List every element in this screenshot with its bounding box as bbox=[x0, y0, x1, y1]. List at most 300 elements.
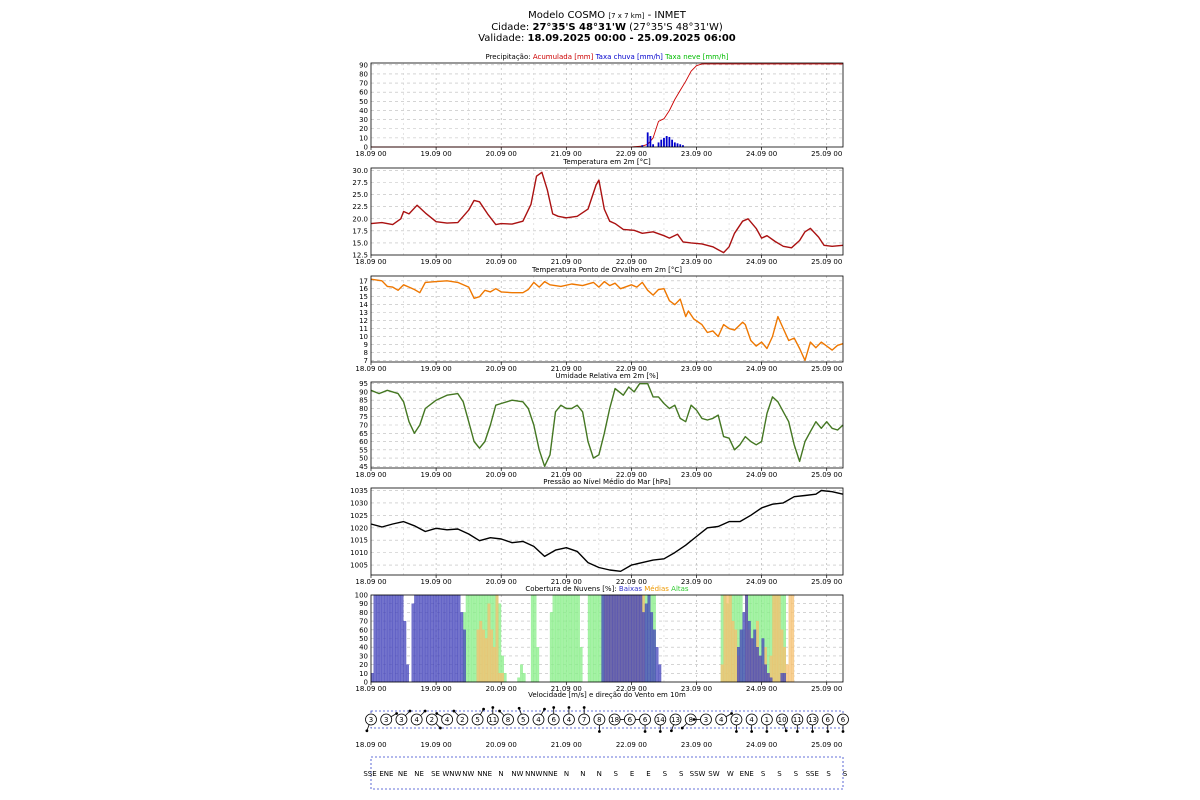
panel-precip bbox=[355, 53, 843, 158]
rain-rate-bar bbox=[666, 136, 668, 147]
cloud-bar-médias bbox=[488, 604, 491, 682]
cloud-bar-baixas bbox=[433, 595, 436, 682]
wind-marker bbox=[452, 710, 467, 725]
cloud-bar-altas bbox=[591, 595, 594, 682]
title-part: Temperatura Ponto de Orvalho em 2m [°C] bbox=[531, 266, 683, 274]
wind-arrow-head-icon bbox=[568, 706, 571, 709]
wind-arrow-head-icon bbox=[681, 727, 684, 730]
cloud-bar-baixas bbox=[458, 595, 461, 682]
wind-marker bbox=[777, 714, 788, 732]
cloud-bar-baixas bbox=[447, 595, 450, 682]
x-tick-label: 18.09 00 bbox=[355, 365, 387, 373]
title-part: Taxa chuva [mm/h] bbox=[595, 53, 666, 61]
wind-direction-label: NE bbox=[397, 770, 408, 778]
cloud-bar-baixas bbox=[428, 595, 431, 682]
wind-arrow-head-icon bbox=[482, 708, 485, 711]
cloud-bar-médias bbox=[732, 621, 735, 682]
wind-arrow-head-icon bbox=[826, 730, 829, 733]
wind-marker bbox=[681, 714, 696, 729]
cloud-bar-baixas bbox=[420, 595, 423, 682]
title-part: Temperatura em 2m [°C] bbox=[563, 158, 651, 166]
wind-date-label: 20.09 00 bbox=[485, 741, 517, 749]
cloud-bar-baixas bbox=[395, 595, 398, 682]
y-tick-label: 65 bbox=[359, 429, 368, 438]
wind-speed-label: 13 bbox=[808, 716, 818, 724]
city-coords-secondary: (27°35'S 48°31'W) bbox=[626, 22, 723, 33]
x-tick-label: 22.09 00 bbox=[615, 685, 647, 693]
wind-speed-label: 4 bbox=[444, 716, 450, 724]
x-tick-label: 24.09 00 bbox=[746, 685, 778, 693]
wind-arrow-head-icon bbox=[750, 730, 753, 733]
wind-date-label: 24.09 00 bbox=[746, 741, 778, 749]
wind-speed-label: 3 bbox=[383, 716, 389, 724]
y-tick-label: 50 bbox=[359, 635, 368, 643]
wind-speed-label: 2 bbox=[460, 716, 465, 724]
rain-rate-bar bbox=[668, 137, 670, 147]
wind-speed-label: 4 bbox=[718, 716, 724, 724]
wind-speed-label: 5 bbox=[475, 716, 480, 724]
wind-date-label: 19.09 00 bbox=[420, 741, 452, 749]
cloud-bar-baixas bbox=[637, 595, 640, 682]
wind-speed-label: 3 bbox=[399, 716, 404, 724]
x-tick-label: 25.09 00 bbox=[811, 578, 843, 586]
y-tick-label: 1030 bbox=[350, 499, 368, 508]
cloud-bar-altas bbox=[569, 595, 572, 682]
title-part: Umidade Relativa em 2m [%] bbox=[555, 372, 659, 380]
wind-marker bbox=[498, 710, 513, 725]
y-tick-label: 13 bbox=[359, 309, 368, 318]
y-tick-label: 30 bbox=[359, 652, 368, 661]
wind-marker bbox=[761, 714, 772, 733]
wind-arrow-head-icon bbox=[785, 729, 788, 732]
y-tick-label: 60 bbox=[359, 438, 368, 447]
cloud-bar-altas bbox=[599, 595, 602, 682]
cloud-bar-baixas bbox=[463, 630, 466, 682]
wind-marker bbox=[411, 710, 426, 725]
cloud-bar-altas bbox=[504, 673, 507, 682]
cloud-bar-altas bbox=[474, 595, 477, 682]
cloud-bar-médias bbox=[496, 595, 499, 682]
cloud-bar-baixas bbox=[385, 595, 388, 682]
cloud-bar-altas bbox=[574, 595, 577, 682]
cloud-bar-baixas bbox=[740, 630, 743, 682]
cloud-bar-altas bbox=[466, 595, 469, 682]
panel-title bbox=[543, 478, 671, 486]
y-tick-label: 45 bbox=[359, 462, 368, 471]
wind-arrow-head-icon bbox=[644, 730, 647, 733]
cloud-bar-baixas bbox=[398, 595, 401, 682]
cloud-bar-baixas bbox=[783, 673, 786, 682]
cloud-bar-altas bbox=[558, 595, 561, 682]
cloud-bar-altas bbox=[553, 595, 556, 682]
x-tick-label: 24.09 00 bbox=[746, 365, 778, 373]
cloud-bar-baixas bbox=[442, 595, 445, 682]
wind-arrow-head-icon bbox=[670, 729, 673, 732]
x-tick-label: 20.09 00 bbox=[485, 471, 517, 479]
y-tick-label: 11 bbox=[359, 325, 368, 334]
x-tick-label: 23.09 00 bbox=[680, 685, 713, 693]
wind-marker bbox=[731, 714, 742, 733]
title-part: Cobertura de Nuvens [%]: bbox=[525, 585, 619, 593]
cloud-bar-médias bbox=[726, 595, 729, 682]
cloud-bar-altas bbox=[520, 665, 523, 682]
rain-rate-bar bbox=[650, 136, 652, 147]
cloud-bar-altas bbox=[577, 595, 580, 682]
x-tick-label: 21.09 00 bbox=[550, 471, 582, 479]
wind-marker bbox=[426, 714, 441, 729]
y-tick-label: 90 bbox=[359, 388, 368, 397]
x-tick-label: 24.09 00 bbox=[746, 150, 778, 158]
wind-direction-label: NW bbox=[511, 770, 524, 778]
x-tick-label: 24.09 00 bbox=[746, 258, 778, 266]
y-tick-label: 1005 bbox=[350, 561, 368, 570]
cloud-bar-baixas bbox=[656, 647, 659, 682]
panel-pres bbox=[350, 478, 843, 586]
wind-date-label: 21.09 00 bbox=[550, 741, 582, 749]
y-tick-label: 10 bbox=[359, 669, 368, 678]
wind-direction-label: NW bbox=[462, 770, 475, 778]
wind-arrow-head-icon bbox=[735, 730, 738, 733]
y-tick-label: 40 bbox=[359, 643, 368, 652]
wind-speed-label: 8 bbox=[505, 716, 511, 724]
y-tick-label: 60 bbox=[359, 626, 368, 635]
cloud-bar-baixas bbox=[612, 595, 615, 682]
x-tick-label: 18.09 00 bbox=[355, 685, 387, 693]
wind-marker bbox=[472, 708, 485, 725]
y-tick-label: 80 bbox=[359, 70, 368, 79]
y-tick-label: 12 bbox=[359, 317, 368, 326]
y-tick-label: 20 bbox=[359, 661, 368, 670]
x-tick-label: 18.09 00 bbox=[355, 578, 387, 586]
wind-marker bbox=[640, 714, 651, 733]
x-tick-label: 19.09 00 bbox=[420, 258, 452, 266]
cloud-bar-baixas bbox=[444, 595, 447, 682]
y-tick-label: 17 bbox=[359, 277, 368, 286]
y-tick-label: 1010 bbox=[350, 549, 368, 558]
wind-arrow-head-icon bbox=[395, 712, 398, 715]
title-part: Acumulada [mm] bbox=[532, 53, 596, 61]
y-tick-label: 17.5 bbox=[352, 227, 368, 236]
x-tick-label: 22.09 00 bbox=[615, 150, 647, 158]
y-tick-label: 95 bbox=[359, 380, 368, 389]
cloud-bar-baixas bbox=[759, 656, 762, 682]
cloud-bar-baixas bbox=[414, 595, 417, 682]
wind-arrow-head-icon bbox=[583, 706, 586, 709]
wind-speed-label: 11 bbox=[792, 716, 802, 724]
wind-arrow-head-icon bbox=[452, 710, 455, 713]
wind-speed-label: 2 bbox=[734, 716, 739, 724]
cloud-bar-médias bbox=[490, 630, 493, 682]
y-tick-label: 16 bbox=[359, 285, 368, 294]
cloud-bar-baixas bbox=[406, 665, 409, 682]
y-tick-label: 20 bbox=[359, 125, 368, 134]
y-tick-label: 10 bbox=[359, 134, 368, 143]
cloud-bar-baixas bbox=[629, 595, 632, 682]
cloud-bar-baixas bbox=[412, 604, 415, 682]
wind-marker bbox=[792, 714, 803, 733]
x-tick-label: 20.09 00 bbox=[485, 365, 517, 373]
cloud-bar-médias bbox=[789, 595, 792, 682]
cloud-bar-médias bbox=[724, 595, 727, 682]
wind-arrow-head-icon bbox=[598, 730, 601, 733]
cloud-bar-altas bbox=[498, 604, 501, 682]
y-tick-label: 85 bbox=[359, 396, 368, 405]
wind-marker bbox=[487, 706, 498, 725]
y-tick-label: 1015 bbox=[350, 536, 368, 545]
x-tick-label: 21.09 00 bbox=[550, 150, 582, 158]
cloud-bar-baixas bbox=[770, 678, 773, 682]
title-part: Taxa neve [mm/h] bbox=[665, 53, 729, 61]
city-coords: 27°35'S 48°31'W bbox=[532, 22, 626, 33]
wind-speed-label: 11 bbox=[488, 716, 498, 724]
cloud-bar-altas bbox=[517, 678, 520, 682]
wind-arrow-head-icon bbox=[424, 710, 427, 713]
wind-direction-label: S bbox=[613, 770, 618, 778]
title-part: Baixas bbox=[618, 585, 645, 593]
cloud-bar-altas bbox=[572, 595, 575, 682]
cloud-bar-baixas bbox=[642, 612, 645, 682]
cloud-bar-baixas bbox=[764, 665, 767, 682]
panel-clouds bbox=[355, 585, 843, 693]
y-tick-label: 70 bbox=[359, 617, 368, 626]
cloud-bar-baixas bbox=[417, 595, 420, 682]
wind-date-label: 25.09 00 bbox=[811, 741, 843, 749]
cloud-bar-altas bbox=[564, 595, 567, 682]
wind-direction-label: SSE bbox=[363, 770, 377, 778]
wind-direction-label: NNE bbox=[542, 770, 558, 778]
wind-speed-label: 8 bbox=[597, 716, 602, 724]
wind-direction-label: N bbox=[563, 770, 570, 778]
wind-arrow-head-icon bbox=[796, 730, 799, 733]
plot-area bbox=[371, 168, 843, 255]
cloud-bar-altas bbox=[767, 595, 770, 682]
panel-dew bbox=[355, 266, 843, 373]
wind-direction-label: S bbox=[826, 770, 831, 778]
cloud-bar-baixas bbox=[756, 647, 759, 682]
wind-date-label: 18.09 00 bbox=[355, 741, 387, 749]
rain-rate-bar bbox=[677, 143, 679, 147]
wind-arrow-head-icon bbox=[552, 706, 555, 709]
cloud-bar-médias bbox=[480, 621, 483, 682]
model-resolution: [7 x 7 km] bbox=[608, 12, 645, 20]
x-tick-label: 23.09 00 bbox=[680, 471, 713, 479]
wind-direction-label: ENE bbox=[379, 770, 394, 778]
cloud-bar-baixas bbox=[634, 595, 637, 682]
title-part: Altas bbox=[671, 585, 689, 593]
y-tick-label: 7 bbox=[363, 356, 368, 365]
wind-speed-label: 6 bbox=[627, 716, 633, 724]
cloud-bar-altas bbox=[536, 647, 539, 682]
x-tick-label: 18.09 00 bbox=[355, 258, 387, 266]
rain-rate-bar bbox=[658, 142, 660, 147]
y-tick-label: 25.0 bbox=[352, 191, 368, 200]
validity-range: 18.09.2025 00:00 - 25.09.2025 06:00 bbox=[527, 33, 736, 44]
wind-direction-label: NNE bbox=[477, 770, 493, 778]
y-tick-label: 14 bbox=[359, 301, 368, 310]
rain-rate-bar bbox=[679, 144, 681, 147]
wind-marker bbox=[435, 712, 452, 725]
cloud-bar-baixas bbox=[745, 595, 748, 682]
panel-title bbox=[531, 266, 682, 274]
wind-speed-label: 6 bbox=[840, 716, 846, 724]
wind-direction-label: SW bbox=[708, 770, 720, 778]
wind-marker bbox=[838, 714, 849, 733]
cloud-bar-baixas bbox=[602, 595, 605, 682]
wind-date-label: 22.09 00 bbox=[615, 741, 647, 749]
wind-marker bbox=[381, 712, 398, 725]
wind-direction-label: N bbox=[596, 770, 602, 778]
cloud-bar-altas bbox=[550, 612, 553, 682]
wind-direction-label: S bbox=[842, 770, 848, 778]
wind-direction-label: E bbox=[629, 770, 635, 778]
rain-rate-bar bbox=[663, 138, 665, 147]
cloud-bar-baixas bbox=[379, 595, 382, 682]
cloud-bar-baixas bbox=[425, 595, 428, 682]
cloud-bar-altas bbox=[588, 595, 591, 682]
wind-speed-label: 4 bbox=[749, 716, 754, 724]
cloud-bar-baixas bbox=[439, 595, 442, 682]
panel-rh bbox=[355, 372, 843, 479]
x-tick-label: 19.09 00 bbox=[420, 150, 452, 158]
y-tick-label: 70 bbox=[359, 421, 368, 430]
cloud-bar-baixas bbox=[753, 630, 756, 682]
wind-speed-label: 10 bbox=[777, 716, 787, 724]
wind-direction-label: S bbox=[662, 770, 668, 778]
wind-speed-label: 6 bbox=[642, 716, 648, 724]
x-tick-label: 20.09 00 bbox=[485, 578, 517, 586]
validity-label: Validade: bbox=[478, 33, 528, 44]
wind-marker bbox=[518, 707, 529, 725]
wind-direction-label: SE bbox=[431, 770, 440, 778]
x-tick-label: 19.09 00 bbox=[420, 578, 452, 586]
wind-marker bbox=[807, 714, 818, 733]
wind-marker bbox=[579, 706, 590, 725]
x-tick-label: 25.09 00 bbox=[811, 150, 843, 158]
cloud-bar-baixas bbox=[762, 639, 765, 683]
cloud-bar-baixas bbox=[374, 595, 377, 682]
y-tick-label: 10 bbox=[359, 333, 368, 342]
panel-title bbox=[562, 158, 651, 166]
rain-rate-bar bbox=[674, 142, 676, 147]
cloud-bar-altas bbox=[534, 595, 537, 682]
cloud-bar-baixas bbox=[618, 595, 621, 682]
cloud-bar-médias bbox=[772, 595, 775, 682]
x-tick-label: 19.09 00 bbox=[420, 365, 452, 373]
wind-arrow-head-icon bbox=[659, 730, 662, 733]
panel-title bbox=[556, 372, 659, 380]
wind-marker bbox=[365, 714, 376, 732]
cloud-bar-baixas bbox=[604, 595, 607, 682]
cloud-bar-baixas bbox=[621, 595, 624, 682]
wind-speed-label: 3 bbox=[368, 716, 374, 724]
cloud-bar-baixas bbox=[659, 665, 662, 682]
wind-arrow-head-icon bbox=[439, 727, 442, 730]
wind-marker bbox=[655, 714, 666, 733]
cloud-bar-médias bbox=[791, 595, 794, 682]
wind-marker bbox=[670, 714, 681, 732]
wind-speed-label: 4 bbox=[536, 716, 541, 724]
plot-area bbox=[371, 488, 843, 575]
wind-arrow-head-icon bbox=[543, 708, 546, 711]
x-tick-label: 23.09 00 bbox=[680, 578, 713, 586]
x-tick-label: 25.09 00 bbox=[811, 471, 843, 479]
cloud-bar-médias bbox=[482, 630, 485, 682]
wind-speed-label: 13 bbox=[671, 716, 680, 724]
wind-arrow-head-icon bbox=[498, 710, 501, 713]
panel-title bbox=[525, 585, 689, 593]
y-tick-label: 40 bbox=[359, 106, 368, 115]
x-tick-label: 24.09 00 bbox=[746, 471, 778, 479]
cloud-bar-médias bbox=[721, 665, 724, 682]
wind-date-label: 23.09 00 bbox=[680, 741, 713, 749]
cloud-bar-médias bbox=[786, 665, 789, 682]
y-tick-label: 60 bbox=[359, 88, 368, 97]
cloud-bar-baixas bbox=[640, 595, 643, 682]
x-tick-label: 20.09 00 bbox=[485, 685, 517, 693]
x-tick-label: 22.09 00 bbox=[615, 365, 647, 373]
cloud-bar-baixas bbox=[452, 595, 455, 682]
x-tick-label: 21.09 00 bbox=[550, 578, 582, 586]
cloud-bar-baixas bbox=[607, 595, 610, 682]
wind-speed-label: 14 bbox=[655, 716, 665, 724]
cloud-bar-altas bbox=[523, 673, 526, 682]
x-tick-label: 23.09 00 bbox=[680, 150, 713, 158]
cloud-bar-baixas bbox=[615, 595, 618, 682]
y-tick-label: 15 bbox=[359, 293, 368, 302]
cloud-bar-baixas bbox=[387, 595, 390, 682]
cloud-bar-altas bbox=[469, 595, 472, 682]
title-part: Pressão ao Nível Médio do Mar [hPa] bbox=[543, 478, 671, 486]
wind-direction-label: N bbox=[580, 770, 586, 778]
cloud-bar-altas bbox=[471, 595, 474, 682]
cloud-bar-baixas bbox=[455, 595, 458, 682]
y-tick-label: 0 bbox=[363, 143, 368, 152]
wind-speed-label: 6 bbox=[551, 716, 556, 724]
cloud-bar-médias bbox=[477, 630, 480, 682]
x-tick-label: 23.09 00 bbox=[680, 258, 713, 266]
y-tick-label: 80 bbox=[359, 404, 368, 413]
cloud-bar-médias bbox=[729, 595, 732, 682]
cloud-bar-médias bbox=[498, 673, 501, 682]
wind-direction-label: S bbox=[678, 770, 684, 778]
rain-rate-bar bbox=[647, 132, 649, 147]
y-tick-label: 22.5 bbox=[352, 203, 368, 212]
panel-temp bbox=[352, 158, 843, 266]
cloud-bar-médias bbox=[775, 595, 778, 682]
model-suffix: - INMET bbox=[644, 10, 686, 21]
wind-marker bbox=[548, 706, 559, 725]
wind-arrow-head-icon bbox=[409, 710, 412, 713]
wind-marker bbox=[746, 714, 757, 733]
x-tick-label: 21.09 00 bbox=[550, 685, 582, 693]
cloud-bar-baixas bbox=[436, 595, 439, 682]
cloud-bar-altas bbox=[561, 595, 564, 682]
x-tick-label: 21.09 00 bbox=[550, 258, 582, 266]
cloud-bar-baixas bbox=[648, 595, 651, 682]
cloud-bar-baixas bbox=[376, 595, 379, 682]
rain-rate-bar bbox=[652, 144, 654, 147]
wind-arrow-head-icon bbox=[693, 718, 696, 721]
y-tick-label: 12.5 bbox=[352, 251, 368, 260]
wind-direction-label: NNW bbox=[525, 770, 543, 778]
cloud-bar-médias bbox=[485, 639, 488, 683]
wind-arrow-head-icon bbox=[518, 707, 521, 710]
y-tick-label: 1025 bbox=[350, 511, 368, 520]
wind-direction-label: SSE bbox=[805, 770, 819, 778]
cloud-bar-baixas bbox=[404, 621, 407, 682]
rain-rate-bar bbox=[660, 140, 662, 147]
cloud-bar-altas bbox=[596, 595, 599, 682]
